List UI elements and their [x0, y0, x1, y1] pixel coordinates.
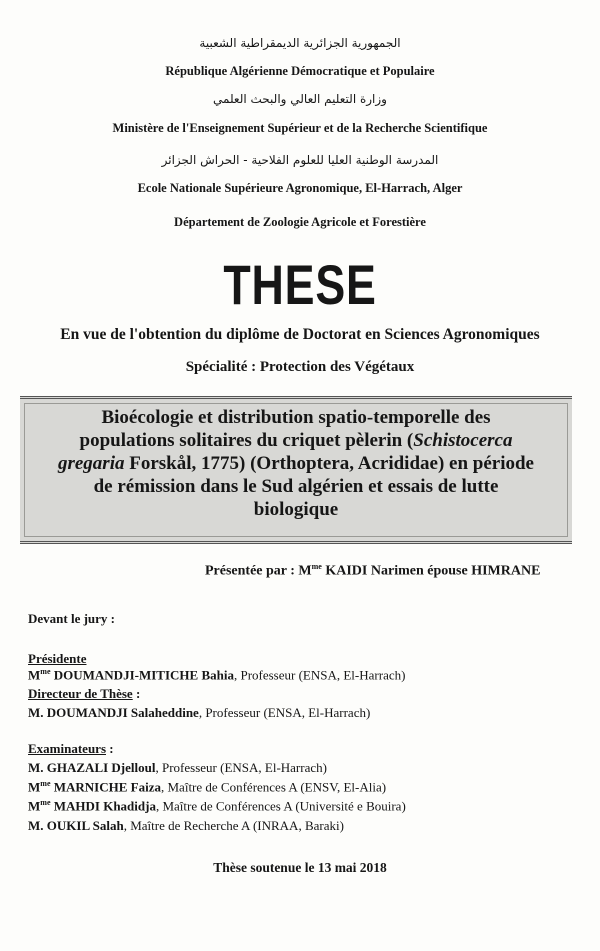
president-entry: [28, 667, 405, 683]
examiner-role: , Maître de Conférences A (ENSV, El-Alia): [161, 779, 387, 795]
species-name: gregaria: [57, 453, 125, 474]
examiner-entry: [28, 818, 344, 834]
school-name: Ecole Nationale Supérieure Agronomique, El-Harrach, Alger: [137, 181, 463, 195]
arabic-school-name: المدرسة الوطنية العليا للعلوم الفلاحية - الحراش الجزائر: [161, 153, 439, 167]
director-entry: [28, 705, 370, 721]
arabic-republic-name: الجمهورية الجزائرية الديمقراطية الشعبية: [199, 36, 401, 50]
examiner-role: , Maître de Recherche A (INRAA, Baraki): [123, 818, 344, 833]
document-type-heading: THESE: [223, 253, 377, 316]
examiner-entry: [28, 760, 327, 776]
title-line-3-text: Forskål, 1775) (Orthoptera, Acrididae) en période: [124, 453, 534, 474]
title-line-3: [20, 452, 572, 475]
examiner-name: MAHDI Khadidja: [50, 798, 156, 814]
examiner-title: M: [28, 779, 41, 795]
director-role: , Professeur (ENSA, El-Harrach): [198, 705, 371, 720]
examiner-name: M. OUKIL Salah: [28, 818, 124, 833]
title-line-5: biologique: [253, 499, 339, 520]
president-heading: [28, 651, 86, 667]
president-name: DOUMANDJI-MITICHE Bahia: [50, 667, 234, 683]
president-role: , Professeur (ENSA, El-Harrach): [233, 667, 406, 683]
presenter-prefix: Présentée par : M: [205, 563, 312, 579]
director-name: M. DOUMANDJI Salaheddine: [28, 705, 199, 720]
examiners-heading: Examinateurs :: [28, 741, 114, 756]
department-name: Département de Zoologie Agricole et Forestière: [174, 215, 426, 229]
examiner-title: M: [28, 798, 41, 814]
examiner-title-sup: me: [40, 798, 51, 807]
presenter-line: [205, 562, 540, 580]
title-line-4: de rémission dans le Sud algérien et essais de lutte: [93, 476, 499, 497]
jury-heading: Devant le jury :: [28, 611, 116, 626]
presenter-name: KAIDI Narimen épouse HIMRANE: [321, 563, 541, 579]
title-line-2: [20, 429, 572, 452]
president-title-sup: me: [40, 667, 51, 676]
republic-name: République Algérienne Démocratique et Populaire: [165, 64, 435, 78]
arabic-ministry-name: وزارة التعليم العالي والبحث العلمي: [213, 92, 387, 106]
thesis-title-box: [20, 396, 572, 544]
director-heading: Directeur de Thèse :: [28, 686, 141, 701]
title-line-1: Bioécologie et distribution spatio-temporelle des: [101, 407, 491, 428]
examiners-label: Examinateurs: [28, 741, 106, 756]
director-label: Directeur de Thèse: [28, 686, 133, 701]
president-title: M: [28, 667, 41, 683]
examiner-role: , Professeur (ENSA, El-Harrach): [155, 760, 327, 775]
examiner-title-sup: me: [40, 779, 51, 788]
examiner-role: , Maître de Conférences A (Université e Bouira): [155, 798, 406, 814]
examiner-name: MARNICHE Faiza: [50, 779, 161, 795]
president-label: Présidente: [28, 651, 87, 666]
examiner-entry: [28, 779, 386, 795]
examiner-entry: [28, 798, 406, 814]
thesis-title: [20, 406, 572, 521]
defense-date: Thèse soutenue le 13 mai 2018: [213, 860, 387, 875]
ministry-name: Ministère de l'Enseignement Supérieur et de la Recherche Scientifique: [112, 121, 488, 135]
title-line-2-text: populations solitaires du criquet pèlerin (: [79, 430, 414, 451]
degree-objective: En vue de l'obtention du diplôme de Doctorat en Sciences Agronomiques: [60, 326, 540, 343]
presenter-title-sup: me: [311, 562, 322, 571]
genus-name: Schistocerca: [413, 430, 513, 451]
specialty-line: Spécialité : Protection des Végétaux: [185, 359, 415, 375]
examiner-name: M. GHAZALI Djelloul: [28, 760, 156, 775]
